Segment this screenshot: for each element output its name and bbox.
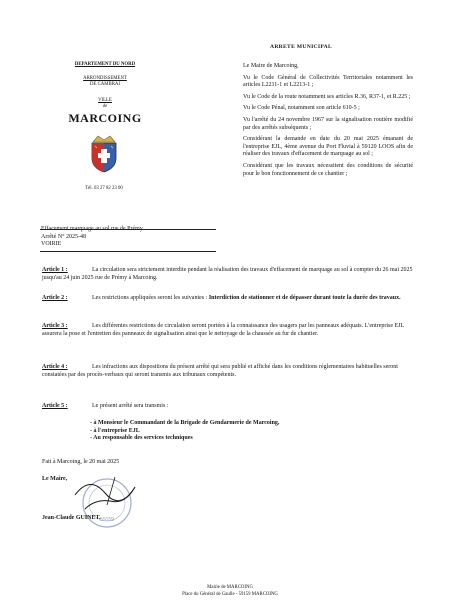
subject-rule-bottom bbox=[40, 251, 216, 252]
de-label: de bbox=[102, 104, 108, 109]
footer-line2: Place du Général de Gaulle - 59159 MARCOING bbox=[182, 592, 278, 597]
visa-line: Vu le Code de la route notamment ses articles R.36, R37-1, et R.225 ; bbox=[243, 93, 411, 100]
signature-date: Fait à Marcoing, le 20 mai 2025 bbox=[42, 459, 120, 465]
article-bold-text: Interdiction de stationner et de dépasser durant toute la durée des travaux. bbox=[208, 295, 401, 301]
department-label: DEPARTEMENT DU NORD bbox=[74, 62, 136, 67]
signatory-name: Jean-Claude GUINET. bbox=[42, 515, 101, 521]
article-label: Article 4 : bbox=[42, 364, 68, 370]
article-label: Article 3 : bbox=[42, 323, 68, 329]
article-text: La circulation sera strictement interdite pendant la réalisation des travaux d'effacement de marquage au sol à compter du 26 mai 2025 jusqu'au 24 juin 2025 rue de Prémy à Marcoing. bbox=[42, 267, 413, 281]
article-text: Les infractions aux dispositions du présent arrêté qui sera publié et affiché dans les conditions réglementaires habituelles seront constatées par des procès-verbaux qui seront transmis aux tribunaux compétents. bbox=[42, 364, 398, 378]
article-text: Les différentes restrictions de circulation seront portées à la connaissance des usagers par les panneaux adéquats. L'entreprise EJL assurera la pose et l'entretien des panneaux de signalisation ainsi que le nettoyage de la chaussée au fur de chantier. bbox=[42, 323, 404, 337]
ville-label: VILLE bbox=[98, 98, 112, 103]
article-label: Article 5 : bbox=[42, 403, 68, 409]
svg-text:59159: 59159 bbox=[100, 517, 114, 523]
footer-line1: Mairie de MARCOING bbox=[207, 585, 253, 590]
article-text: Les restrictions appliquées seront les suivantes : bbox=[92, 295, 208, 301]
arrondissement-line1: ARRONDISSEMENT bbox=[83, 76, 127, 81]
official-stamp-icon bbox=[55, 465, 155, 535]
article-2 bbox=[42, 295, 414, 303]
signature-title: Le Maire, bbox=[42, 476, 68, 482]
recipients-list bbox=[90, 420, 410, 443]
article-label: Article 2 : bbox=[42, 295, 68, 301]
town-name: MARCOING bbox=[68, 111, 142, 125]
visa-line: Vu l'arrêté du 24 novembre 1967 sur la signalisation routière modifié par des arrêtés subséquents ; bbox=[243, 116, 413, 131]
visa-line: Considérant la demande en date du 20 mai 2025 émanant de l'entreprise EJL, 4ème avenue du Port Fluvial à 59120 LOOS afin de réaliser des travaux d'effacement de marquage au sol ; bbox=[243, 136, 413, 158]
decree-category: VOIRIE bbox=[41, 241, 62, 248]
visa-line: Vu le Code Général de Collectivités Territoriales notamment les articles L2211-1 et L2213-1 ; bbox=[243, 74, 413, 89]
article-text: Le présent arrêté sera transmis : bbox=[92, 403, 169, 409]
recipient-item: - à l'entreprise EJL bbox=[90, 427, 140, 434]
article-1 bbox=[42, 267, 414, 282]
decree-number: Arrêté N° 2025-48 bbox=[41, 233, 87, 240]
article-label: Article 1 : bbox=[42, 267, 68, 273]
visa-line: Considérant que les travaux nécessitent des conditions de sécurité pour le bon fonctionnement de ce chantier ; bbox=[243, 162, 413, 177]
visa-block bbox=[243, 63, 413, 178]
phone-number: Tél. 03 27 82 23 00 bbox=[85, 186, 123, 191]
visa-line: Le Maire de Marcoing, bbox=[243, 63, 299, 69]
article-5 bbox=[42, 403, 414, 411]
article-3 bbox=[42, 323, 414, 338]
town-crest-icon bbox=[89, 134, 119, 174]
recipient-item: - Au responsable des services techniques bbox=[90, 435, 193, 442]
subject-box bbox=[41, 226, 231, 249]
recipient-item: - à Monsieur le Commandant de la Brigade de Gendarmerie de Marcoing, bbox=[90, 420, 280, 426]
document-title: ARRETE MUNICIPAL bbox=[270, 44, 333, 50]
subject-line: Effacement marquage au sol rue de Prémy bbox=[41, 226, 143, 232]
arrondissement-line2: DE CAMBRAI bbox=[90, 82, 120, 87]
visa-line: Vu le Code Pénal, notamment son article 610-5 ; bbox=[243, 105, 360, 112]
municipal-header bbox=[60, 62, 150, 126]
article-4 bbox=[42, 364, 414, 379]
